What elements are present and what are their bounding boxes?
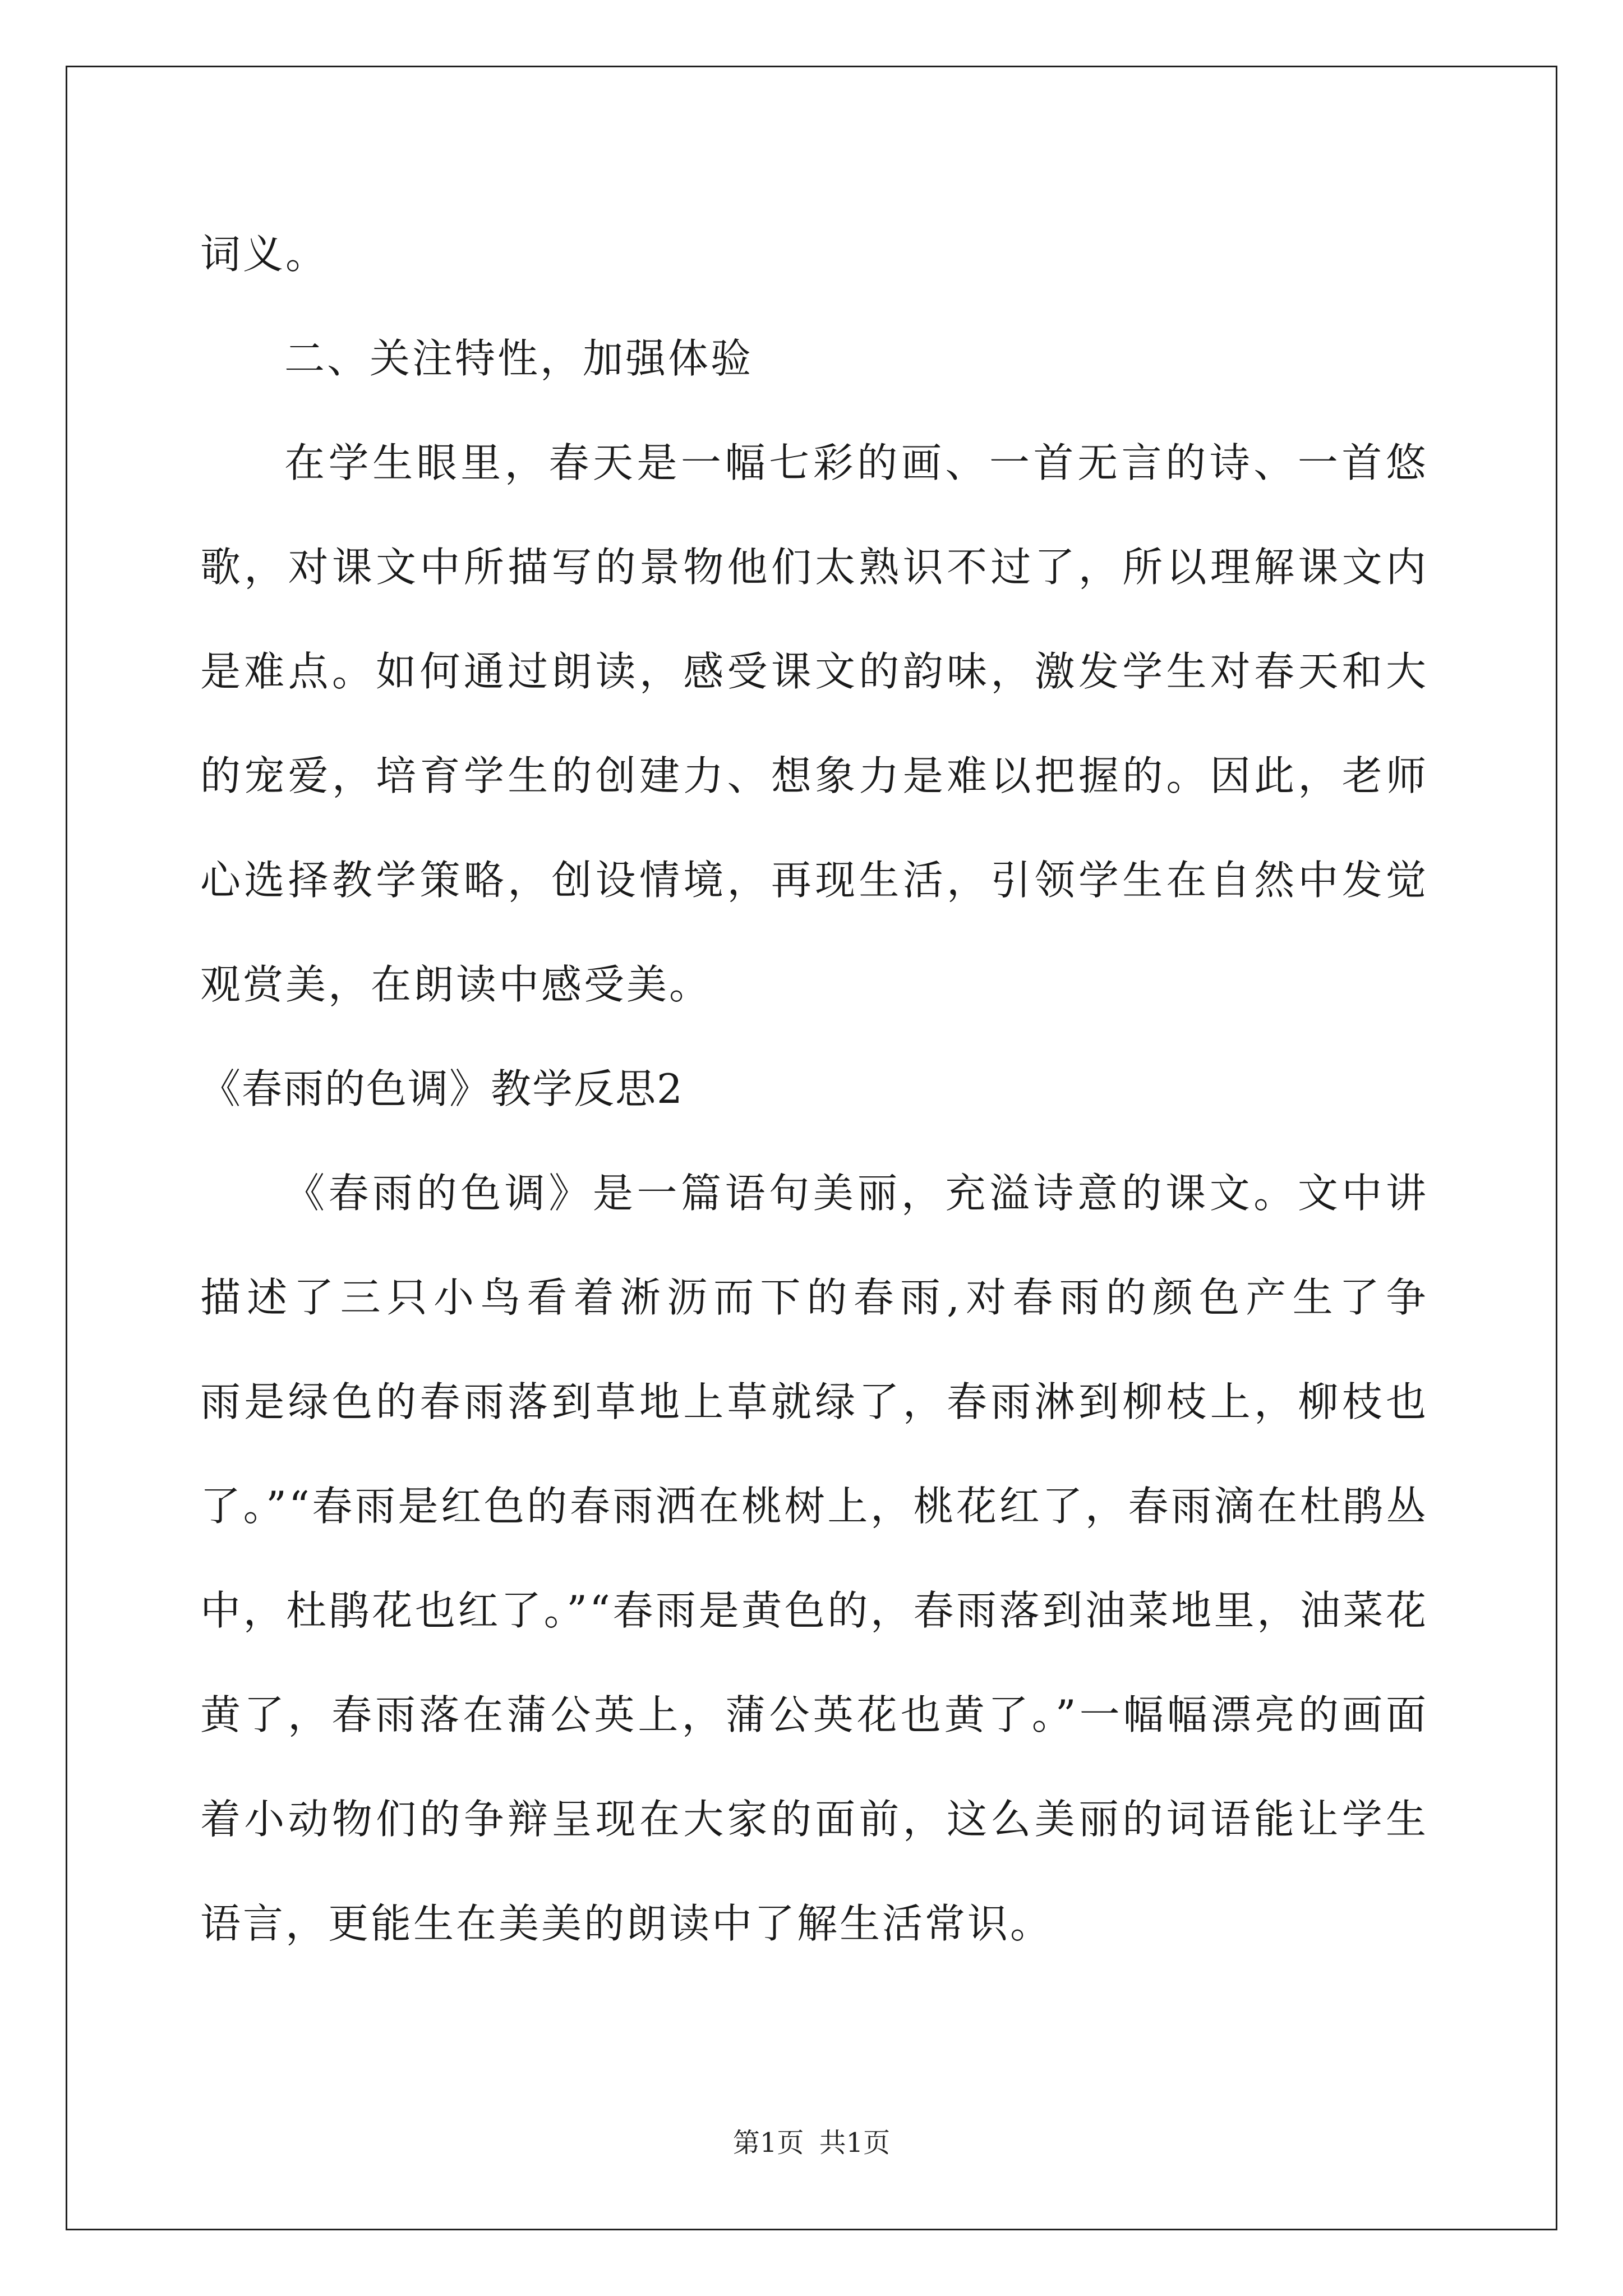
text-line: 词义。 [200, 231, 329, 278]
text-line: 《春雨的色调》是一篇语句美丽，充溢诗意的课文。文中讲 [284, 1170, 1428, 1217]
page-total: 共1页 [819, 2127, 891, 2159]
text-line: 语言，更能生在美美的朗读中了解生活常识。 [200, 1900, 1053, 1947]
page-footer [0, 2126, 1623, 2160]
text-line: 黄了，春雨落在蒲公英上，蒲公英花也黄了。”一幅幅漂亮的画面 [200, 1691, 1428, 1738]
document-body [200, 202, 1428, 1976]
text-line: 的宠爱，培育学生的创建力、想象力是难以把握的。因此，老师 [200, 752, 1428, 799]
text-line: 心选择教学策略，创设情境，再现生活，引领学生在自然中发觉 [200, 857, 1428, 904]
text-line: 观赏美，在朗读中感受美。 [200, 961, 712, 1008]
text-line: 了。”“春雨是红色的春雨洒在桃树上，桃花红了，春雨滴在杜鹃丛 [200, 1483, 1428, 1530]
article-title: 《春雨的色调》教学反思2 [200, 1065, 684, 1112]
page-number: 第1页 [732, 2127, 804, 2159]
text-line: 在学生眼里，春天是一幅七彩的画、一首无言的诗、一首悠 [284, 439, 1428, 486]
text-line: 着小动物们的争辩呈现在大家的面前，这么美丽的词语能让学生 [200, 1796, 1428, 1843]
text-line: 描述了三只小鸟看着淅沥而下的春雨,对春雨的颜色产生了争 [200, 1274, 1428, 1321]
text-line: 是难点。如何通过朗读，感受课文的韵味，激发学生对春天和大 [200, 648, 1428, 695]
section-heading: 二、关注特性，加强体验 [284, 335, 754, 382]
text-line: 雨是绿色的春雨落到草地上草就绿了，春雨淋到柳枝上，柳枝也 [200, 1378, 1428, 1425]
text-line: 中，杜鹃花也红了。”“春雨是黄色的，春雨落到油菜地里，油菜花 [200, 1587, 1428, 1634]
text-line: 歌，对课文中所描写的景物他们太熟识不过了，所以理解课文内 [200, 544, 1428, 591]
